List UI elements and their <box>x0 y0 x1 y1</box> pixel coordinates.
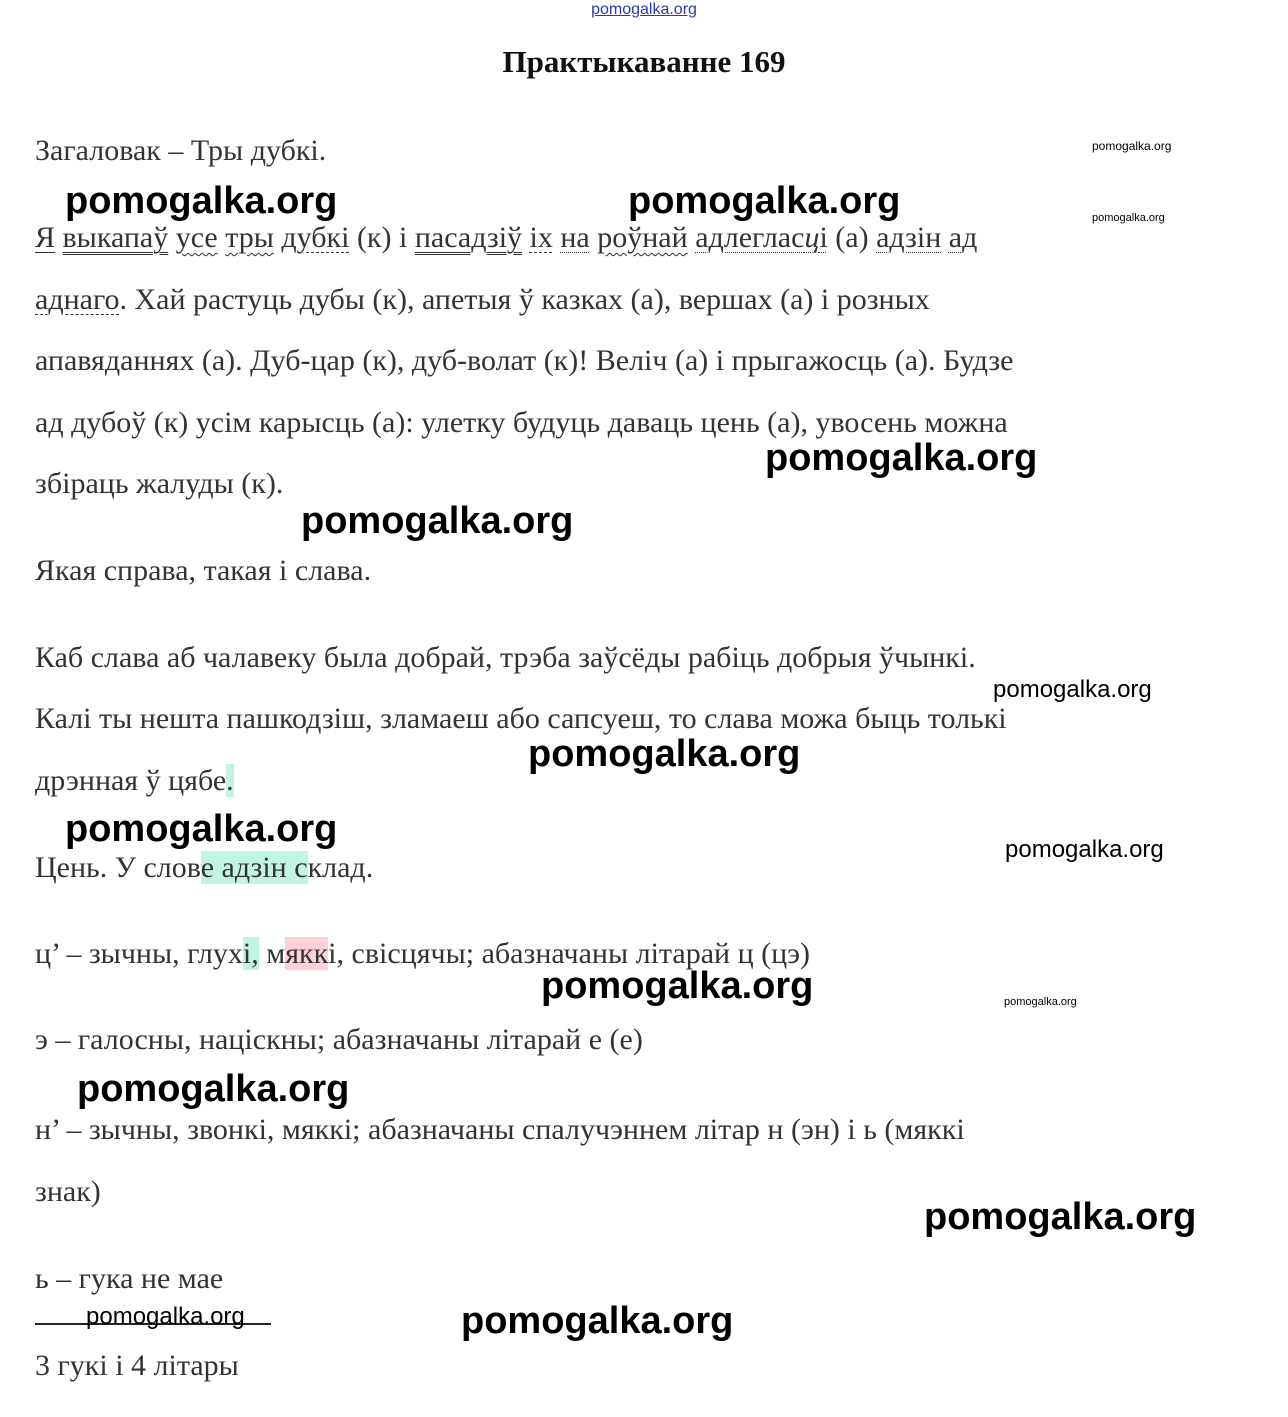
word-subject: Я <box>35 221 56 254</box>
word-object-1: дубкі <box>281 221 350 254</box>
watermark: pomogalka.org <box>301 500 574 542</box>
watermark: pomogalka.org <box>1005 836 1164 863</box>
title-line: Загаловак – Тры дубкі. <box>35 134 327 167</box>
page-title: Практыкаванне 169 <box>502 44 786 79</box>
watermark: pomogalka.org <box>1004 996 1077 1008</box>
highlight-myakki: якк <box>285 937 329 970</box>
paragraph1-line5: збіраць жалуды (к). <box>35 467 284 500</box>
word-adverbial: адлегласці <box>695 221 828 254</box>
highlight-syllable: е адзін с <box>200 851 308 884</box>
sound-n-line1: н’ – зычны, звонкі, мяккі; абазначаны спалучэннем літар н (эн) і ь (мяккі <box>35 1113 965 1146</box>
word-ad: ад <box>948 221 978 254</box>
word-predicate-1: выкапаў <box>62 221 169 254</box>
paragraph2-line1: Каб слава аб чалавеку была добрай, трэба заўсёды рабіць добрыя ўчынкі. <box>35 641 976 674</box>
summary-line: 3 гукі і 4 літары <box>35 1349 239 1382</box>
paragraph1-line2 <box>35 282 930 318</box>
sound-ts: ц’ – зычны, глухі, мяккі, свісцячы; абазначаны літарай ц (цэ) <box>35 937 811 970</box>
watermark: pomogalka.org <box>628 180 901 222</box>
watermark: pomogalka.org <box>1092 139 1172 153</box>
paragraph2-line2: Калі ты нешта пашкодзіш, зламаеш або сапсуеш, то слава можа быць толькі <box>35 702 1007 735</box>
paragraph2-line3: дрэнная ў цябе. <box>35 764 234 797</box>
analysis-word-line: Цень. У слове адзін склад. <box>35 851 374 884</box>
watermark: pomogalka.org <box>1092 212 1165 224</box>
watermark: pomogalka.org <box>86 1303 245 1330</box>
highlighted-period: . <box>226 764 234 797</box>
watermark: pomogalka.org <box>65 808 338 850</box>
word-predicate-2: пасадзіў <box>414 221 523 254</box>
word-prep: на <box>560 221 590 254</box>
mark-a-1: (а) <box>835 221 869 254</box>
word-attribute-2: тры <box>225 221 274 254</box>
sound-n-line2: знак) <box>35 1175 101 1208</box>
sound-soft-sign: ь – гука не мае <box>35 1262 224 1295</box>
site-link[interactable]: pomogalka.org <box>591 1 697 18</box>
proverb: Якая справа, такая і слава. <box>35 554 372 587</box>
paragraph1-line3: апавяданнях (а). Дуб-цар (к), дуб-волат (к)! Веліч (а) і прыгажосць (а). Будзе <box>35 344 1014 377</box>
letter-ts-italic: ц <box>804 221 820 254</box>
watermark: pomogalka.org <box>541 965 814 1007</box>
watermark: pomogalka.org <box>765 437 1038 479</box>
watermark: pomogalka.org <box>65 180 338 222</box>
watermark: pomogalka.org <box>924 1196 1197 1238</box>
word-attribute-3: роўнай <box>597 221 688 254</box>
word-adnago: аднаго <box>35 283 120 316</box>
watermark: pomogalka.org <box>77 1068 350 1110</box>
word-attribute-1: усе <box>175 221 218 254</box>
watermark: pomogalka.org <box>993 676 1152 703</box>
watermark: pomogalka.org <box>528 733 801 775</box>
word-object-2: іх <box>529 221 553 254</box>
watermark: pomogalka.org <box>461 1300 734 1342</box>
paragraph1-line4: ад дубоў (к) усім карысць (а): улетку будуць даваць цень (а), увосень можна <box>35 406 1008 439</box>
sound-e: э – галосны, націскны; абазначаны літарай е (е) <box>35 1023 643 1056</box>
mark-k-1: (к) <box>356 221 392 254</box>
word-conj: і <box>399 221 408 254</box>
paragraph1-line1 <box>35 220 977 256</box>
word-adzin: адзін <box>876 221 942 254</box>
highlight-hluhi: і, <box>242 937 259 970</box>
paragraph1-line2-rest: . Хай растуць дубы (к), апетыя ў казках (а), вершах (а) і розных <box>119 283 930 316</box>
